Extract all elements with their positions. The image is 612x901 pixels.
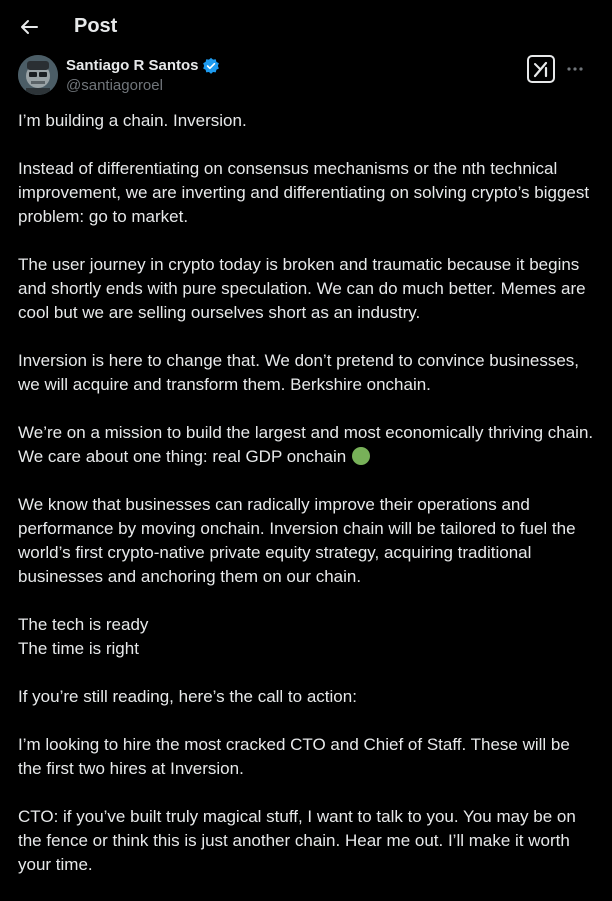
tweet-paragraph: CTO: if you’ve built truly magical stuff, I want to talk to you. You may be on the fence or think this is just another chain. Hear me out. I’ll make it worth your time.	[18, 807, 576, 874]
tweet-paragraph: Instead of differentiating on consensus mechanisms or the nth technical improvement, we are inverting and differentiating on solving crypto’s biggest problem: go to market.	[18, 159, 590, 226]
tweet-paragraph: If you’re still reading, here’s the call to action:	[18, 687, 357, 706]
tweet-paragraph: The user journey in crypto today is broken and traumatic because it begins and shortly ends with pure speculation. We can do much better. Memes are cool but we are selling ourselves short as an industry.	[18, 255, 586, 322]
tweet-paragraph: We’re on a mission to build the largest and most economically thriving chain. We care about one thing: real GDP onchain	[18, 423, 594, 466]
tweet-paragraph: I’m building a chain. Inversion.	[18, 111, 247, 130]
tweet-paragraph: The time is right	[18, 639, 139, 658]
verified-badge-icon	[202, 57, 220, 75]
tweet-paragraph: The tech is ready	[18, 615, 149, 634]
more-button[interactable]	[564, 56, 586, 82]
avatar[interactable]	[18, 55, 58, 95]
tweet-paragraph: We know that businesses can radically improve their operations and performance by moving onchain. Inversion chain will be tailored to fuel the world’s first crypto-native private equity strategy, acquiring traditional businesses and anchoring them on our chain.	[18, 495, 576, 586]
arrow-left-icon	[19, 17, 39, 37]
grok-button[interactable]	[527, 55, 555, 83]
more-dots-icon	[566, 66, 584, 72]
author-name-wrap	[66, 55, 220, 77]
author-handle[interactable]: @santiagoroel	[66, 77, 163, 94]
author-name[interactable]: Santiago R Santos	[66, 57, 199, 74]
author-row	[0, 54, 612, 98]
grok-icon	[527, 55, 555, 83]
tweet-paragraph: I’m looking to hire the most cracked CTO and Chief of Staff. These will be the first two hires at Inversion.	[18, 735, 570, 778]
avatar-image	[18, 55, 58, 95]
back-button[interactable]	[14, 10, 44, 44]
tweet-text	[18, 109, 598, 901]
tweet-paragraph-emoji	[18, 421, 598, 469]
top-bar	[0, 0, 612, 54]
tweet-paragraph: Inversion is here to change that. We don’t pretend to convince businesses, we will acquire and transform them. Berkshire onchain.	[18, 351, 580, 394]
green-circle-emoji	[352, 447, 370, 465]
page-title: Post	[74, 15, 118, 37]
